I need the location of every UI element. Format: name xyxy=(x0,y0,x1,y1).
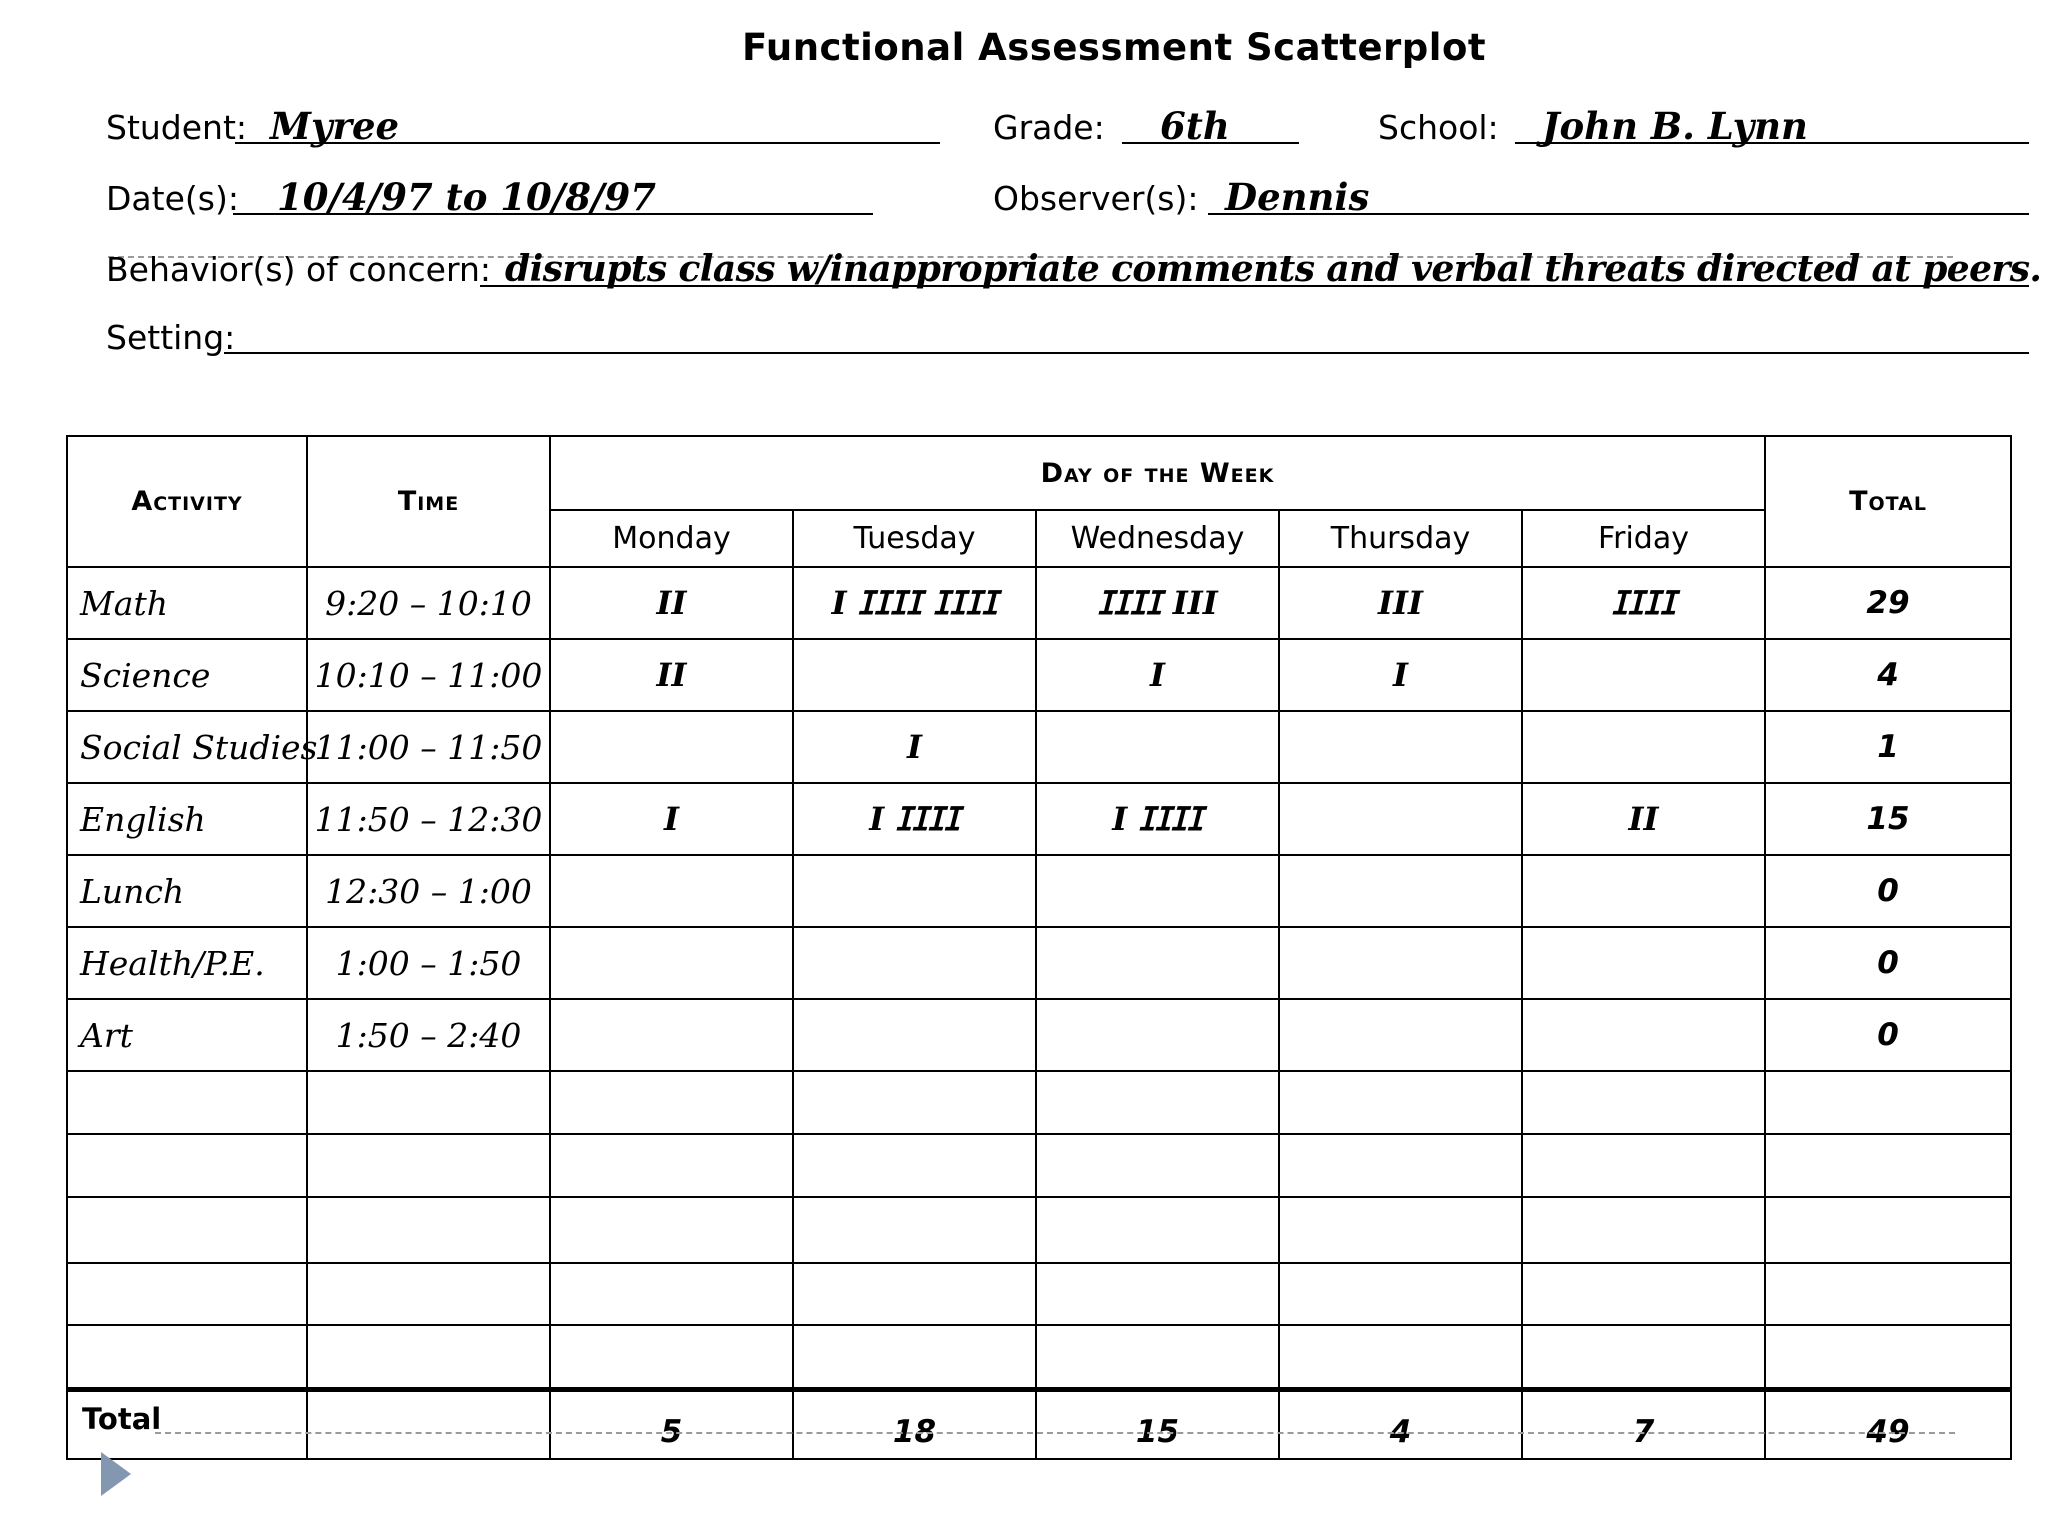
col-header-monday: Monday xyxy=(550,510,793,567)
tally-cell[interactable] xyxy=(1036,855,1279,927)
activity-cell[interactable]: Science xyxy=(67,639,307,711)
dates-label: Date(s): xyxy=(106,179,239,218)
table-row xyxy=(67,999,2011,1071)
grade-value[interactable]: 6th xyxy=(1160,104,1230,148)
tally-cell[interactable] xyxy=(1036,927,1279,999)
empty-cell[interactable] xyxy=(307,1263,550,1325)
tally-cell[interactable] xyxy=(1279,855,1522,927)
empty-cell[interactable] xyxy=(307,1071,550,1134)
tally-cell[interactable] xyxy=(550,855,793,927)
col-header-thursday: Thursday xyxy=(1279,510,1522,567)
school-value[interactable]: John B. Lynn xyxy=(1542,104,1808,148)
empty-cell[interactable] xyxy=(67,1197,307,1263)
empty-cell[interactable] xyxy=(67,1071,307,1134)
totals-row xyxy=(67,1389,2011,1459)
tally-cell[interactable] xyxy=(1036,711,1279,783)
activity-cell[interactable]: Math xyxy=(67,567,307,639)
empty-cell[interactable] xyxy=(1279,1071,1522,1134)
day-total-friday[interactable]: 7 xyxy=(1522,1389,1765,1459)
dates-value[interactable]: 10/4/97 to 10/8/97 xyxy=(277,175,657,219)
empty-cell[interactable] xyxy=(1036,1071,1279,1134)
tally-cell[interactable] xyxy=(1279,711,1522,783)
tally-cell[interactable] xyxy=(1522,999,1765,1071)
activity-cell[interactable]: Art xyxy=(67,999,307,1071)
tally-cell[interactable] xyxy=(793,999,1036,1071)
tally-cell[interactable]: III xyxy=(1279,567,1522,639)
tally-cell[interactable]: I xyxy=(550,783,793,855)
table-row xyxy=(67,711,2011,783)
tally-cell[interactable] xyxy=(550,999,793,1071)
empty-cell[interactable] xyxy=(793,1197,1036,1263)
table-row xyxy=(67,927,2011,999)
empty-cell[interactable] xyxy=(1522,1325,1765,1389)
empty-cell[interactable] xyxy=(307,1197,550,1263)
tally-cell[interactable]: I ⵊⵊⵊⵊ ⵊⵊⵊⵊ xyxy=(793,567,1036,639)
empty-cell[interactable] xyxy=(550,1134,793,1197)
tally-cell[interactable]: I ⵊⵊⵊⵊ xyxy=(793,783,1036,855)
tally-cell[interactable] xyxy=(793,639,1036,711)
row-total-cell[interactable]: 1 xyxy=(1765,711,2011,783)
tally-cell[interactable] xyxy=(1522,711,1765,783)
empty-cell[interactable] xyxy=(550,1197,793,1263)
school-label: School: xyxy=(1378,108,1499,147)
empty-cell[interactable] xyxy=(67,1134,307,1197)
activity-cell[interactable]: Lunch xyxy=(67,855,307,927)
tally-cell[interactable] xyxy=(550,711,793,783)
tally-cell[interactable] xyxy=(1279,927,1522,999)
day-total-tuesday[interactable]: 18 xyxy=(793,1389,1036,1459)
time-cell[interactable]: 1:00 – 1:50 xyxy=(307,927,550,999)
row-total-cell[interactable]: 0 xyxy=(1765,855,2011,927)
col-header-time: Time xyxy=(307,436,550,567)
setting-line xyxy=(224,352,2029,354)
grade-label: Grade: xyxy=(993,108,1105,147)
day-total-wednesday[interactable]: 15 xyxy=(1036,1389,1279,1459)
empty-cell[interactable] xyxy=(1036,1197,1279,1263)
time-cell[interactable]: 9:20 – 10:10 xyxy=(307,567,550,639)
tally-cell[interactable] xyxy=(1036,999,1279,1071)
empty-cell[interactable] xyxy=(307,1134,550,1197)
tally-cell[interactable]: ⵊⵊⵊⵊ xyxy=(1522,567,1765,639)
tally-cell[interactable]: I xyxy=(1279,639,1522,711)
tally-cell[interactable] xyxy=(1522,855,1765,927)
empty-cell[interactable] xyxy=(1765,1134,2011,1197)
table-row xyxy=(67,855,2011,927)
col-header-wednesday: Wednesday xyxy=(1036,510,1279,567)
tally-cell[interactable]: II xyxy=(1522,783,1765,855)
time-cell[interactable]: 10:10 – 11:00 xyxy=(307,639,550,711)
col-header-tuesday: Tuesday xyxy=(793,510,1036,567)
setting-label: Setting: xyxy=(106,318,236,357)
empty-cell[interactable] xyxy=(1279,1325,1522,1389)
time-cell[interactable]: 11:50 – 12:30 xyxy=(307,783,550,855)
col-header-total: Total xyxy=(1765,436,2011,567)
empty-cell[interactable] xyxy=(1522,1134,1765,1197)
activity-cell[interactable]: English xyxy=(67,783,307,855)
row-total-cell[interactable]: 29 xyxy=(1765,567,2011,639)
col-header-activity: Activity xyxy=(67,436,307,567)
form-title: Functional Assessment Scatterplot xyxy=(741,26,1487,69)
row-total-cell[interactable]: 0 xyxy=(1765,999,2011,1071)
tally-cell[interactable] xyxy=(1522,927,1765,999)
empty-row xyxy=(67,1134,2011,1197)
empty-cell[interactable] xyxy=(1765,1263,2011,1325)
activity-cell[interactable]: Social Studies xyxy=(67,711,307,783)
col-header-day-of-week: Day of the Week xyxy=(550,436,1765,510)
empty-cell xyxy=(307,1389,550,1459)
tally-cell[interactable]: II xyxy=(550,567,793,639)
tally-cell[interactable] xyxy=(793,927,1036,999)
tally-cell[interactable] xyxy=(1279,999,1522,1071)
tally-cell[interactable]: II xyxy=(550,639,793,711)
tally-cell[interactable]: I ⵊⵊⵊⵊ xyxy=(1036,783,1279,855)
scatterplot-table xyxy=(66,435,2012,1460)
row-total-cell[interactable]: 4 xyxy=(1765,639,2011,711)
time-cell[interactable]: 11:00 – 11:50 xyxy=(307,711,550,783)
tally-cell[interactable]: I xyxy=(1036,639,1279,711)
slide-bullet-icon xyxy=(101,1452,131,1496)
empty-cell[interactable] xyxy=(1036,1263,1279,1325)
observer-value[interactable]: Dennis xyxy=(1225,175,1370,219)
empty-cell[interactable] xyxy=(550,1263,793,1325)
tally-cell[interactable]: ⵊⵊⵊⵊ III xyxy=(1036,567,1279,639)
activity-cell[interactable]: Health/P.E. xyxy=(67,927,307,999)
grand-total[interactable]: 49 xyxy=(1765,1389,2011,1459)
empty-cell[interactable] xyxy=(67,1263,307,1325)
tally-cell[interactable] xyxy=(793,855,1036,927)
day-total-thursday[interactable]: 4 xyxy=(1279,1389,1522,1459)
student-value[interactable]: Myree xyxy=(270,104,400,148)
empty-row xyxy=(67,1325,2011,1389)
empty-cell[interactable] xyxy=(550,1071,793,1134)
behavior-label: Behavior(s) of concern: xyxy=(106,250,491,289)
empty-cell[interactable] xyxy=(1765,1197,2011,1263)
empty-cell[interactable] xyxy=(793,1325,1036,1389)
behavior-value[interactable]: disrupts class w/inappropriate comments and verbal threats directed at peers. xyxy=(505,248,2042,290)
empty-cell[interactable] xyxy=(1036,1134,1279,1197)
empty-cell[interactable] xyxy=(1765,1325,2011,1389)
observer-label: Observer(s): xyxy=(993,179,1199,218)
table-row xyxy=(67,567,2011,639)
row-total-cell[interactable]: 0 xyxy=(1765,927,2011,999)
empty-cell[interactable] xyxy=(1036,1325,1279,1389)
empty-cell[interactable] xyxy=(793,1263,1036,1325)
student-label: Student: xyxy=(106,108,248,147)
time-cell[interactable]: 12:30 – 1:00 xyxy=(307,855,550,927)
empty-cell[interactable] xyxy=(550,1325,793,1389)
empty-row xyxy=(67,1263,2011,1325)
empty-cell[interactable] xyxy=(307,1325,550,1389)
tally-cell[interactable] xyxy=(1522,639,1765,711)
empty-row xyxy=(67,1197,2011,1263)
empty-cell[interactable] xyxy=(1279,1263,1522,1325)
tally-cell[interactable] xyxy=(1279,783,1522,855)
row-total-cell[interactable]: 15 xyxy=(1765,783,2011,855)
empty-cell[interactable] xyxy=(67,1325,307,1389)
day-total-monday[interactable]: 5 xyxy=(550,1389,793,1459)
empty-cell[interactable] xyxy=(1279,1134,1522,1197)
table-row xyxy=(67,783,2011,855)
empty-cell[interactable] xyxy=(1522,1263,1765,1325)
empty-cell[interactable] xyxy=(1279,1197,1522,1263)
total-label: Total xyxy=(67,1389,307,1459)
table-row xyxy=(67,639,2011,711)
empty-cell[interactable] xyxy=(1765,1071,2011,1134)
empty-cell[interactable] xyxy=(793,1071,1036,1134)
empty-row xyxy=(67,1071,2011,1134)
dashed-guide-bottom xyxy=(155,1432,1955,1434)
empty-cell[interactable] xyxy=(1522,1071,1765,1134)
empty-cell[interactable] xyxy=(793,1134,1036,1197)
tally-cell[interactable] xyxy=(550,927,793,999)
empty-cell[interactable] xyxy=(1522,1197,1765,1263)
tally-cell[interactable]: I xyxy=(793,711,1036,783)
col-header-friday: Friday xyxy=(1522,510,1765,567)
time-cell[interactable]: 1:50 – 2:40 xyxy=(307,999,550,1071)
